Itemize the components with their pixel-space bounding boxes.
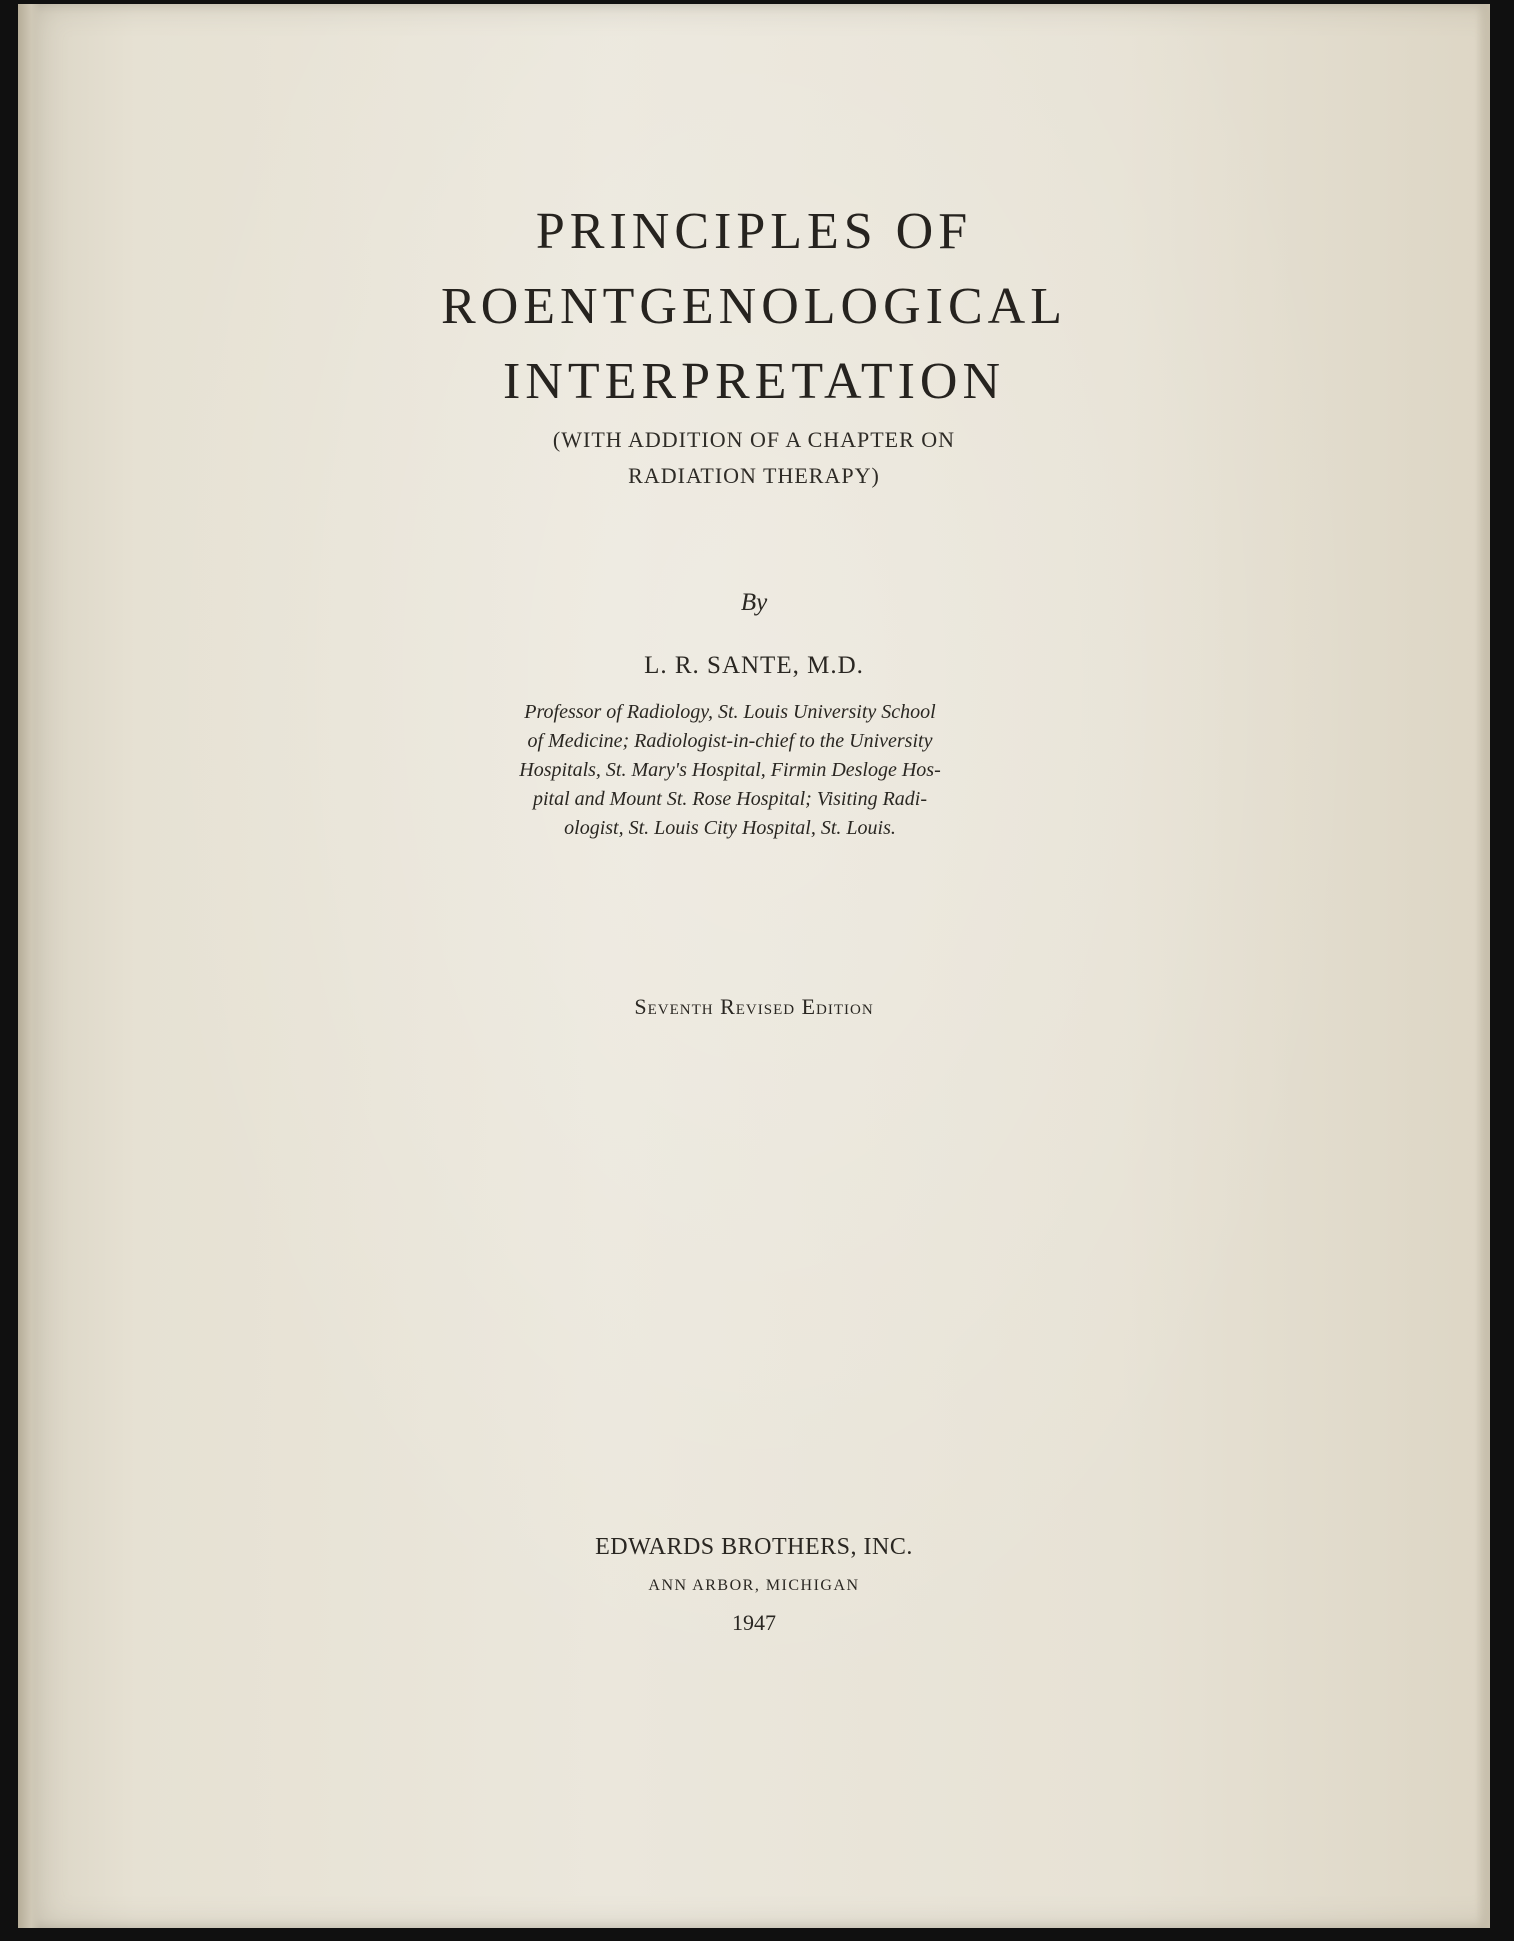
affiliation-line-3: Hospitals, St. Mary's Hospital, Firmin Desloge Hos- [519, 759, 941, 781]
title-page [18, 4, 1490, 1928]
subtitle-line-1: (WITH ADDITION OF A CHAPTER ON [552, 427, 956, 452]
publisher: EDWARDS BROTHERS, INC. [595, 1534, 913, 1560]
subtitle-line-2: RADIATION THERAPY) [628, 463, 880, 488]
by-line: By [740, 589, 768, 616]
publication-year: 1947 [732, 1610, 776, 1635]
edition: Seventh Revised Edition [634, 994, 874, 1019]
affiliation-line-4: pital and Mount St. Rose Hospital; Visiting Radi- [532, 788, 928, 810]
affiliation-line-5: ologist, St. Louis City Hospital, St. Louis. [564, 817, 896, 839]
title-line-1: PRINCIPLES OF [535, 203, 973, 260]
affiliation-line-2: of Medicine; Radiologist-in-chief to the University [527, 730, 933, 752]
affiliation-line-1: Professor of Radiology, St. Louis University School [524, 701, 936, 723]
title-line-3: INTERPRETATION [502, 353, 1006, 410]
author-name: L. R. SANTE, M.D. [644, 652, 864, 679]
book-title [18, 194, 1490, 419]
publisher-place: ANN ARBOR, MICHIGAN [648, 1577, 860, 1594]
title-line-2: ROENTGENOLOGICAL [441, 278, 1067, 335]
book-subtitle [18, 422, 1490, 494]
author-affiliation [450, 698, 1010, 843]
